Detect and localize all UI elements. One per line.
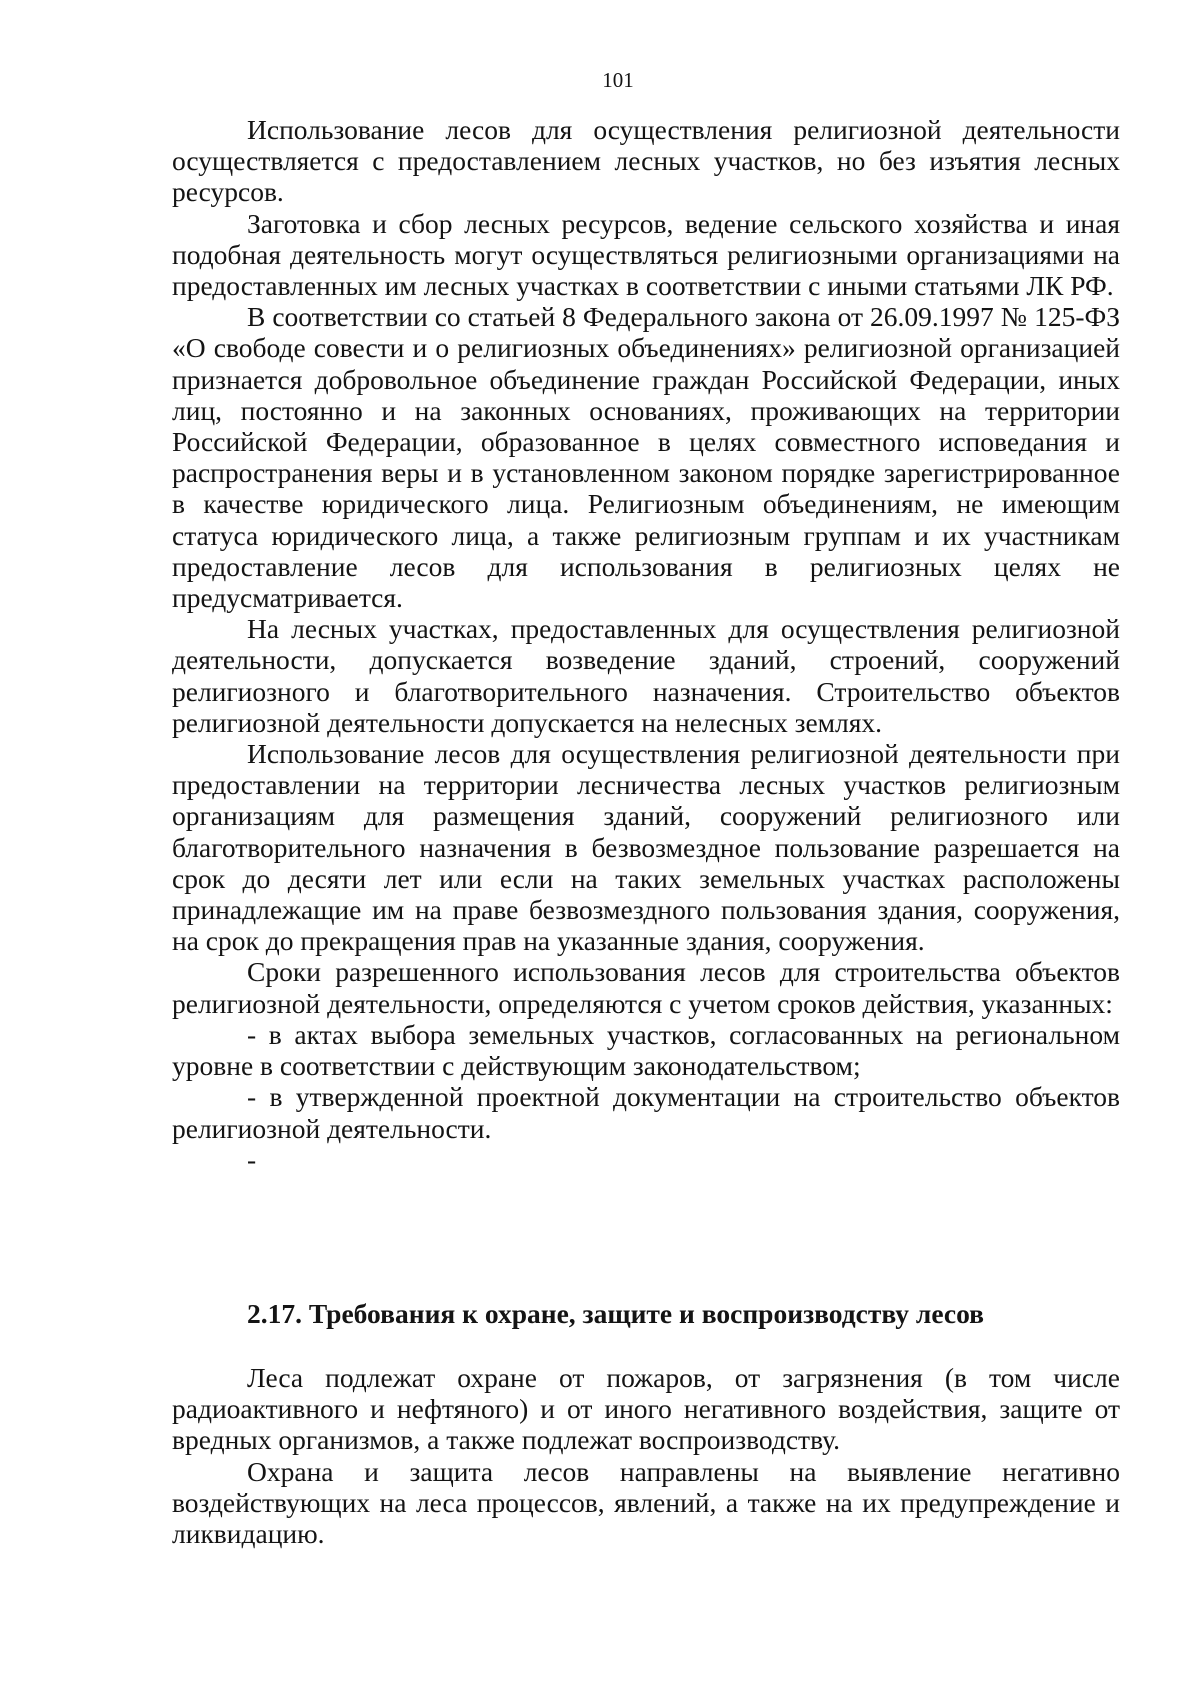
paragraph: Использование лесов для осуществления религиозной деятельности при предоставлении на территории лесничества лесных участков религиозным организациям для размещения зданий, сооружений религиозного или благотворительного назначения в безвозмездное пользование разрешается на срок до десяти лет или если на таких земельных участках расположены принадлежащие им на праве безвозмездного пользования здания, сооружения, на срок до прекращения прав на указанные здания, сооружения. (172, 738, 1120, 957)
paragraph: Охрана и защита лесов направлены на выявление негативно воздействующих на леса процессов, явлений, а также на их предупреждение и ликвидацию. (172, 1455, 1120, 1550)
page-number: 101 (602, 68, 634, 92)
paragraph: В соответствии со статьей 8 Федерального закона от 26.09.1997 № 125-ФЗ «О свободе совести и о религиозных объединениях» религиозной организацией признается добровольное объединение граждан Российской Федерации, иных лиц, постоянно и на законных основаниях, проживающих на территории Российской Федерации, образованное в целях совместного исповедания и распространения веры и в установленном законом порядке зарегистрированное в качестве юридического лица. Религиозным объединениям, не имеющим статуса юридического лица, а также религиозным группам и их участникам предоставление лесов для использования в религиозных целях не предусматривается. (172, 301, 1120, 614)
section-2-body (172, 1362, 1120, 1549)
list-item: - в актах выбора земельных участков, согласованных на региональном уровне в соответствии с действующим законодательством; (172, 1018, 1120, 1082)
paragraph: Использование лесов для осуществления религиозной деятельности осуществляется с предоставлением лесных участков, но без изъятия лесных ресурсов. (172, 114, 1120, 208)
section-1-body (172, 114, 1120, 1175)
list-item: - (247, 1143, 257, 1175)
paragraph: На лесных участках, предоставленных для осуществления религиозной деятельности, допускается возведение зданий, строений, сооружений религиозного и благотворительного назначения. Строительство объектов религиозной деятельности допускается на нелесных землях. (172, 613, 1120, 738)
section-heading: 2.17. Требования к охране, защите и воспроизводству лесов (247, 1298, 984, 1329)
paragraph: Леса подлежат охране от пожаров, от загрязнения (в том числе радиоактивного и нефтяного) и от иного негативного воздействия, защите от вредных организмов, а также подлежат воспроизводству. (172, 1362, 1120, 1456)
paragraph: Заготовка и сбор лесных ресурсов, ведение сельского хозяйства и иная подобная деятельность могут осуществляться религиозными организациями на предоставленных им лесных участках в соответствии с иными статьями ЛК РФ. (172, 207, 1120, 302)
paragraph: Сроки разрешенного использования лесов для строительства объектов религиозной деятельности, определяются с учетом сроков действия, указанных: (172, 956, 1120, 1019)
list-item: - в утвержденной проектной документации на строительство объектов религиозной деятельности. (172, 1081, 1120, 1144)
